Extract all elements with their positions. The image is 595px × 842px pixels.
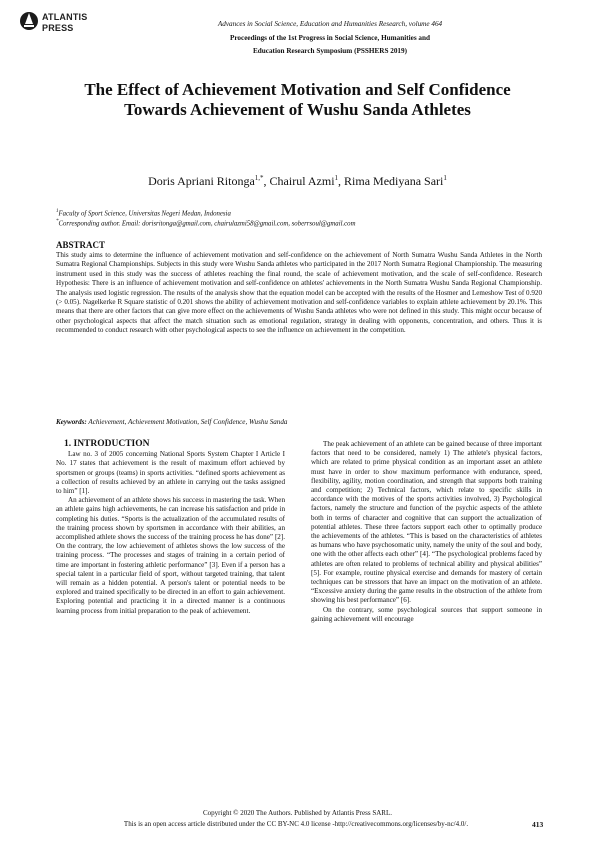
logo-text-line1: ATLANTIS <box>42 12 88 22</box>
keywords <box>56 418 542 426</box>
author-mark: 1,* <box>254 174 264 182</box>
paragraph: The peak achievement of an athlete can be gained because of three important factors that need to be considered, namely 1) The athlete's physical factors, which are related to prime physical condition as an important asset an athlete must have in order to show maximum performance with endurance, speed, flexibility, agility, motion coordination, and strength that supports both training and competition; 2) Technical factors, which relate to specific skills in accordance with the motives of the sports activities involved, 3) Psychological factors, namely the structure and function of the psychic aspects of the athlete both in terms of character and cognitive that can support the actualization of potential athletes. These three factors support each other to optimally produce the achievements of the athletes. “This is based on the characteristics of athletes as humans who have psychosomatic unity, namely the unity of the soul and body, one with the other affects each other” [4]. “The psychological problems faced by athletes are often related to problems of technical ability and physical abilities” [5]. For example, routine physical exercise and demands for mastery of certain techniques can be stressors that have an impact on the motivation of an athlete. “Excessive anxiety during the game results in the obstruction of the athlete from showing his best performance” [6]. <box>311 440 542 605</box>
author-mark: 1 <box>334 174 339 182</box>
affiliation-text: Faculty of Sport Science, Universitas Negeri Medan, Indonesia <box>58 210 231 218</box>
proceedings-line1: Proceedings of the 1st Progress in Social Science, Humanities and <box>229 34 431 42</box>
left-column <box>56 440 285 616</box>
page-number: 413 <box>532 820 544 829</box>
atlantis-press-logo-icon <box>20 10 38 32</box>
affiliation-mark: 1 <box>56 209 59 214</box>
abstract-body: This study aims to determine the influence of achievement motivation and self-confidence on the achievement of North Sumatra Wushu Sanda Athletes in the North Sumatra Regional Championships. Subjects in this study were Wushu Sanda athletes who participated in the 2017 North Sumatra Regional Championship. The measuring instrument used in this study was the success of athletes reaching the final round, the scale of achievement motivation, and the scale of self-confidence. Research Hypothesis: There is an influence of achievement motivation and self-confidence on athletes' achievements in the North Sumatra Wushu Sanda Regional Championship. The analysis used logistic regression. The results of the analysis show that the equation model can be accepted with the results of the Hosmer and Lemeshow Test of 0.920 (> 0.05). Nagelkerke R Square statistic of 0.201 shows the ability of achievement motivation and self-confidence variables to explain athlete achievement by 20.1%. This means that there are other factors that can give more effect on the achievements of Wushu Sanda athletes who were not defined in this study. This might occur because of other psychological aspects that affect the match situation such as emotional regulation, strategy in dealing with opponents, concentration, and others. Thus it is recommended to conduct research with other psychological aspects to see the influence on achievement in the competition. <box>56 251 542 335</box>
author-name: Doris Apriani Ritonga <box>148 174 255 188</box>
author-mark: 1 <box>443 174 447 182</box>
author-name: Chairul Azmi <box>269 174 335 188</box>
paper-title: The Effect of Achievement Motivation and Self Confidence Towards Achievement of Wushu Sanda Athletes <box>84 80 511 119</box>
keywords-label: Keywords: <box>56 418 87 426</box>
logo-text-line2: PRESS <box>42 23 74 33</box>
abstract-heading: ABSTRACT <box>56 240 106 250</box>
series-header: Advances in Social Science, Education and Humanities Research, volume 464 <box>217 20 443 28</box>
author-name: Rima Mediyana Sari <box>344 174 444 188</box>
corresponding-author <box>56 217 546 228</box>
section-heading: 1. INTRODUCTION <box>64 439 150 449</box>
right-column <box>311 440 542 624</box>
paragraph: Law no. 3 of 2005 concerning National Sports System Chapter I Article I No. 17 states that achievement is the result of maximum effort achieved by sportsmen or groups (teams) in sports activities. “defined sports achievement as a collection of results achieved by an athlete in carrying out the tasks assigned to him” [1]. <box>56 450 285 496</box>
keywords-text: Achievement, Achievement Motivation, Self Confidence, Wushu Sanda <box>88 418 288 426</box>
author-list: Doris Apriani Ritonga$^{1,*}$, Chairul Azmi$^1$, Rima Mediyana Sari$^1$ <box>148 174 447 188</box>
proceedings-line2: Education Research Symposium (PSSHERS 2019) <box>252 47 408 55</box>
corresponding-text: Corresponding author. Email: dorisritonga@gmail.com, chairulazmi58@gmail.com, soberrsoul@gmail.com <box>58 220 356 228</box>
copyright-footer: Copyright © 2020 The Authors. Published by Atlantis Press SARL. <box>203 809 392 817</box>
paragraph: On the contrary, some psychological sources that support someone in gaining achievement will encourage <box>311 605 542 623</box>
paragraph: An achievement of an athlete shows his success in mastering the task. When an athlete gains high achievements, he can increase his satisfaction and pride in completing his duties. “Sports is the actualization of the accumulated results of the training process shown by sportsmen in accordance with their abilities, an accomplished athlete shows the success of the training process he has done” [2]. On the contrary, the low achievement of athletes shows the low success of the training process. “The processes and stages of training in a certain period of time are important in fostering athletic performance” [3]. Even if a person has a special talent in a particular field of sport, without targeted training, that talent will remain as a hidden potential. A person's talent or potential needs to be explored and trained specifically to be directed in an effort to gain achievement. Exploring potential and practicing it in a directed manner is a continuous learning process from initial preparation to the peak of achievement. <box>56 496 285 615</box>
license-footer: This is an open access article distributed under the CC BY-NC 4.0 license -http://creativecommons.org/licenses/by-nc/4.0/. <box>123 820 469 828</box>
corresponding-mark: * <box>56 219 59 224</box>
